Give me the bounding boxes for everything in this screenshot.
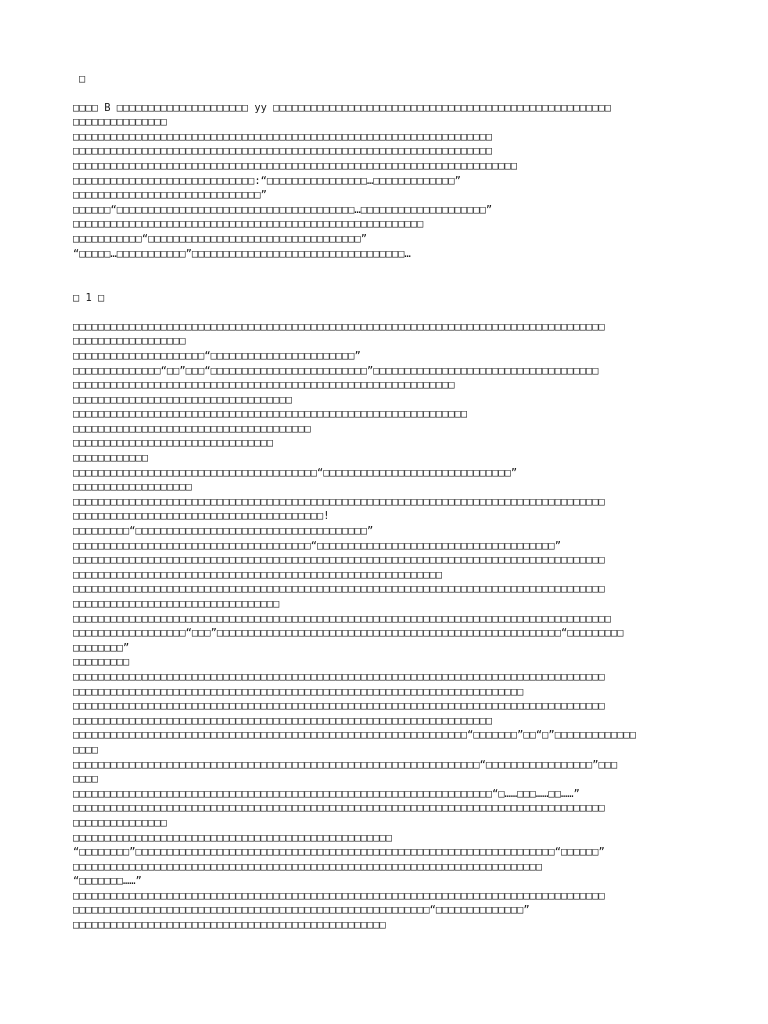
text-line: □□□□□□□□□□□□□□□□□□□□□□□□□□□□□□□□□□□□□□“□□□□□□□□□□□□□□□□□□□□□□□□□□□□□□□□□□□□□□” — [73, 539, 561, 552]
text-line: □□□□□□□□□□□□□□□□□□□□□□□□□□□□□□□□□□□□□□□□□□□□□□□□□□□□□□□□□□□□□□□□□□□□□□□□□□□□□□□□□□□□□□ — [73, 612, 611, 625]
text-line: □□□□□□□□□□□□□□□□□□□□□□□□□□□□□□□□□□□□□□□□□□□□□□□□□□□□□□□□□□□□□□□□□“□□□□□□□□□□□□□□□□□”□□□ — [73, 758, 618, 771]
spacer — [73, 261, 713, 291]
text-line: “□□□□□□□……” — [73, 875, 142, 888]
text-line: □□□□□□□□□□□□□□□□□□□□□“□□□□□□□□□□□□□□□□□□□□□□□” — [73, 349, 361, 362]
text-line: □□□□ — [73, 743, 99, 756]
text-line: □□□□□□□□□□□□□□“□□”□□□“□□□□□□□□□□□□□□□□□□□□□□□□□”□□□□□□□□□□□□□□□□□□□□□□□□□□□□□□□□□□□□ — [73, 364, 599, 377]
text-line: □□□□□□□□□□□□□□□□□□□□□□□□□□□□□□□□□□□□□□□□□□□□□□□□□□□□□□□□□□□□□□□□□□□“□……□□□……□□……” — [73, 787, 580, 800]
text-line: □□□□□□□□□□□□□□□□□□□□□□□□□□□□□□□□□□□□□□□□□□□□□□□□□□□□□□□□□□□□□□□□□□□□□□□□□□□□□□□□□□□□□ — [73, 554, 605, 567]
text-line: □□□□□□□□□□□□□□□□□□□□□□□□□□□□□:“□□□□□□□□□□□□□□□□…□□□□□□□□□□□□□” — [73, 174, 461, 187]
text-line: □□□□□□□□□□□□□□□□□□□□□□□□□□□□□□□□ — [73, 437, 274, 450]
text-line: □□□□□□□□□□□□□□□□□□□□□□□□□□□□□□□□□□□□□□□□□□□□□□□□□□□□□□□□□□□□□□□□□□□□□□□□ — [73, 685, 524, 698]
text-line: “□□□□□…□□□□□□□□□□□”□□□□□□□□□□□□□□□□□□□□□□□□□□□□□□□□□□… — [73, 247, 411, 260]
spacer — [73, 87, 713, 101]
text-line: “□□□□□□□□”□□□□□□□□□□□□□□□□□□□□□□□□□□□□□□□□□□□□□□□□□□□□□□□□□□□□□□□□□□□□□□□□□□□“□□□□□□” — [73, 846, 605, 859]
text-line: □□□□□□□□□□□□□□□□□□□□□□□□□□□□□□□□□□□□□□□□□□□□□□□□□□ — [73, 919, 386, 932]
text-line: □□□□□□□□□“□□□□□□□□□□□□□□□□□□□□□□□□□□□□□□□□□□□□□” — [73, 525, 374, 538]
text-line: □□□□□□□□□□□□□□□□□□□□□□□□□□□□□□□□□□□□□□□□□□□□□□□□□□□□□□□□□□□□□□□□□□□□□□□□□□□□□□□□□□□□□ — [73, 583, 605, 596]
document-body — [73, 72, 713, 933]
text-line: □□□□□□□□□ — [73, 656, 130, 669]
text-line: □□□□□□□□□□□□□□□□□□□□□□□□□□□□□□□□□□□□□□□□□□□□□□□□□□□□□□□□□□□□□□□“□□□□□□□”□□“□”□□□□□□□□□□□□□ — [73, 729, 637, 742]
text-line: □□□□□□□□□□□□□□□□□□□□□□□□□□□□□□□□□□□ — [73, 393, 292, 406]
text-line: □□□□□□□□□□□□ — [73, 452, 149, 465]
text-line: □□□□□□□□□□□□□□□ — [73, 116, 167, 129]
text-line: □□□□□□□□□□□□□□□□□□□□□□□□□□□□□□□□□□□□□□□□□□□□□□□□□□□□□□□□□□□□□□□□□□□□□□□□□□□□□□□□□□□□□ — [73, 700, 605, 713]
text-line: □□□□□□□□□□□“□□□□□□□□□□□□□□□□□□□□□□□□□□□□□□□□□□” — [73, 232, 368, 245]
title-mark: □ — [79, 73, 86, 85]
text-line: □□□□□□“□□□□□□□□□□□□□□□□□□□□□□□□□□□□□□□□□□□□□□…□□□□□□□□□□□□□□□□□□□□” — [73, 203, 493, 216]
text-line: □□□□□□□□□□□□□□□□□□□□□□□□□□□□□□□□□□□□□□□□□□□□□□□□□□□□□□□□□□□□□ — [73, 379, 455, 392]
text-line: □□□□□□□□□□□□□□□□□□□□□□□□□□□□□□□□□□□□□□□□□□□□□□□□□□□□□□□□□“□□□□□□□□□□□□□□” — [73, 904, 530, 917]
text-line: □□□□□□□□□□□□□□□□□□□□□□□□□□□□□□□□□□□□□□□□□□□□□□□□□□□□□□□□□□□□□□□□□□□ — [73, 145, 493, 158]
text-line: □□□□□□□□□□□□□□□□□□□□□□□□□□□□□□□□□□□□□□□□□□□□□□□□□□□□□□□□□□□□□□□□□□□□□□□ — [73, 159, 518, 172]
text-line: □□□□□□□□□□□□□□□□□□□□□□□□□□□□□□□□□□□□□□□□□□□□□□□□□□□□□□□□□□□ — [73, 568, 443, 581]
intro-section — [73, 101, 713, 262]
text-line: □□□□□□□□□□□□□□□□□□□□□□□□□□□□□□□□□□□□□□□□□□□□□□□□□□□□□□□□□□□□□□□ — [73, 408, 468, 421]
text-line: □□□□□□□□□□□□□□□□□□□□□□□□□□□□□□□□□□□□□□□□□□□□□□□□□□□ — [73, 831, 393, 844]
text-line: □□□□□□□□□□□□□□□□□□□□□□□□□□□□□□□□□□□□□□□□□□□□□□□□□□□□□□□□□□□□□□□□□□□□□□□□□□□□□□□□□□□□□ — [73, 802, 605, 815]
chapter-heading: □ 1 □ — [73, 292, 105, 305]
spacer — [73, 306, 713, 320]
text-line: □□□□□□□□□□□□□□□ — [73, 816, 167, 829]
text-line: □□□□□□□□□□□□□□□□□□□□□□□□□□□□□□□□□□□□□□□□□□□□□□□□□□□□□□□□□□□□□□□□□□□ — [73, 130, 493, 143]
text-line: □□□□□□□□□□□□□□□□□□□□□□□□□□□□□□□□□□□□□□□□□□□□□□□□□□□□□□□□□□□□□□□□□□□□□□□□□□□□□□□□□□□□□ — [73, 889, 605, 902]
text-line: □□□□ — [73, 773, 99, 786]
text-line: □□□□□□□□□□□□□□□□□□□□□□□□□□□□□□□□□□□□□□□□! — [73, 510, 330, 523]
text-line: □□□□ B □□□□□□□□□□□□□□□□□□□□□ yy □□□□□□□□□□□□□□□□□□□□□□□□□□□□□□□□□□□□□□□□□□□□□□□□□□□□□□ — [73, 101, 611, 114]
text-line: □□□□□□□□” — [73, 641, 130, 654]
text-line: □□□□□□□□□□□□□□□□□□“□□□”□□□□□□□□□□□□□□□□□□□□□□□□□□□□□□□□□□□□□□□□□□□□□□□□□□□□□□□“□□□□□□□□□ — [73, 627, 624, 640]
text-line: □□□□□□□□□□□□□□□□□□□□□□□□□□□□□□□□□□□□□□□□□□□□□□□□□□□□□□□□□□□□□□□□□□□ — [73, 714, 493, 727]
text-line: □□□□□□□□□□□□□□□□□□□ — [73, 481, 192, 494]
text-line: □□□□□□□□□□□□□□□□□□□□□□□□□□□□□□□□□□□□□□ — [73, 422, 311, 435]
text-line: □□□□□□□□□□□□□□□□□□□□□□□□□□□□□□□□□□□□□□□□□□□□□□□□□□□□□□□□□□□□□□□□□□□□□□□□□□□ — [73, 860, 543, 873]
text-line: □□□□□□□□□□□□□□□□□□□□□□□□□□□□□□□□□ — [73, 598, 280, 610]
text-line: □□□□□□□□□□□□□□□□□□□□□□□□□□□□□□□□□□□□□□□□□□□□□□□□□□□□□□□□□□□□□□□□□□□□□□□□□□□□□□□□□□□□□ — [73, 670, 605, 683]
text-line: □□□□□□□□□□□□□□□□□□□□□□□□□□□□□□□□□□□□□□□“□□□□□□□□□□□□□□□□□□□□□□□□□□□□□□” — [73, 466, 518, 479]
text-line: □□□□□□□□□□□□□□□□□□□□□□□□□□□□□□” — [73, 189, 267, 202]
chapter-section — [73, 320, 713, 933]
text-line: □□□□□□□□□□□□□□□□□□ — [73, 335, 186, 348]
text-line: □□□□□□□□□□□□□□□□□□□□□□□□□□□□□□□□□□□□□□□□□□□□□□□□□□□□□□□□□□□□□□□□□□□□□□□□□□□□□□□□□□□□□ — [73, 320, 605, 333]
text-line: □□□□□□□□□□□□□□□□□□□□□□□□□□□□□□□□□□□□□□□□□□□□□□□□□□□□□□□□ — [73, 218, 424, 231]
text-line: □□□□□□□□□□□□□□□□□□□□□□□□□□□□□□□□□□□□□□□□□□□□□□□□□□□□□□□□□□□□□□□□□□□□□□□□□□□□□□□□□□□□□ — [73, 495, 605, 508]
